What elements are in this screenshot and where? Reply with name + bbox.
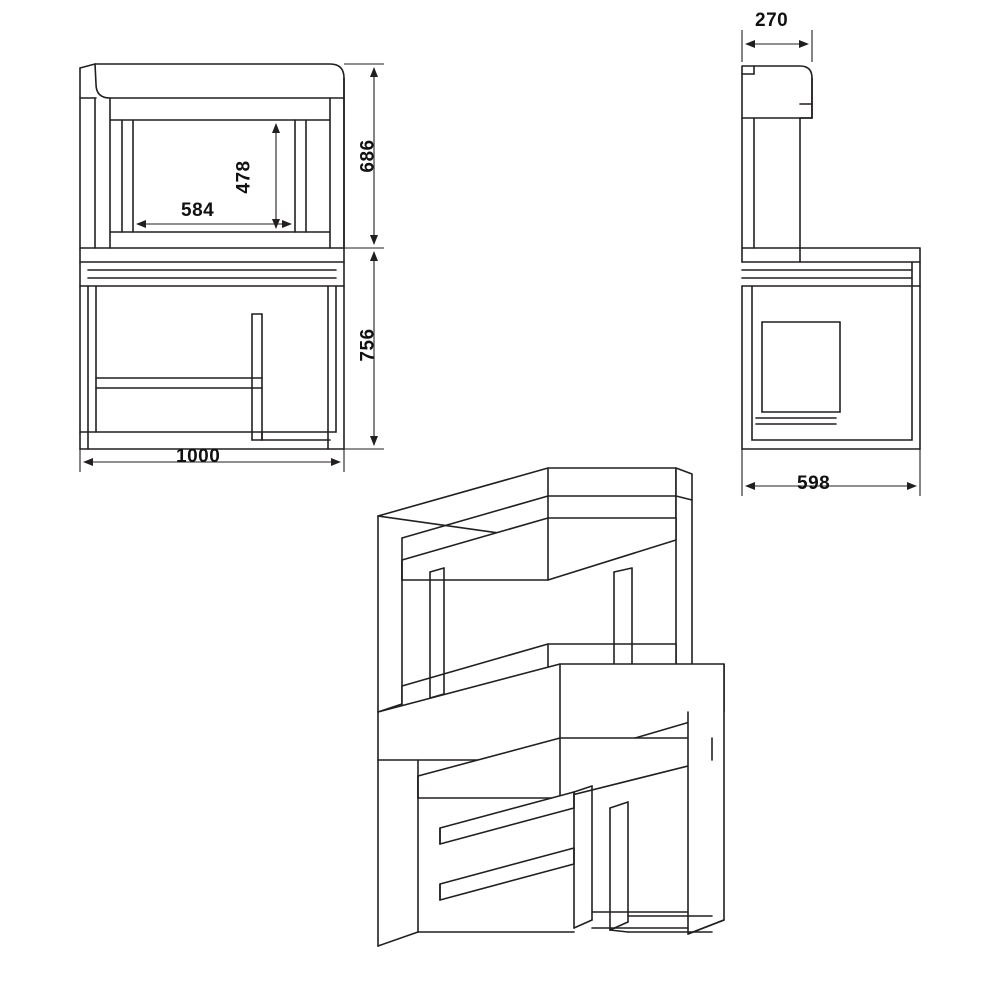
dimension-label-hutch-height: 686 (357, 139, 379, 173)
dimension-label-shelf-opening-height: 478 (233, 160, 255, 194)
dimension-label-desk-height: 756 (357, 328, 379, 362)
front-elevation-geometry (80, 64, 344, 449)
dimension-label-front-width: 1000 (176, 446, 221, 467)
isometric-view-geometry (378, 468, 724, 946)
dimension-label-hutch-depth: 270 (755, 10, 789, 31)
dimension-label-shelf-opening-width: 584 (181, 200, 215, 221)
side-elevation-geometry (742, 66, 920, 449)
dimension-label-desk-depth: 598 (797, 473, 831, 494)
